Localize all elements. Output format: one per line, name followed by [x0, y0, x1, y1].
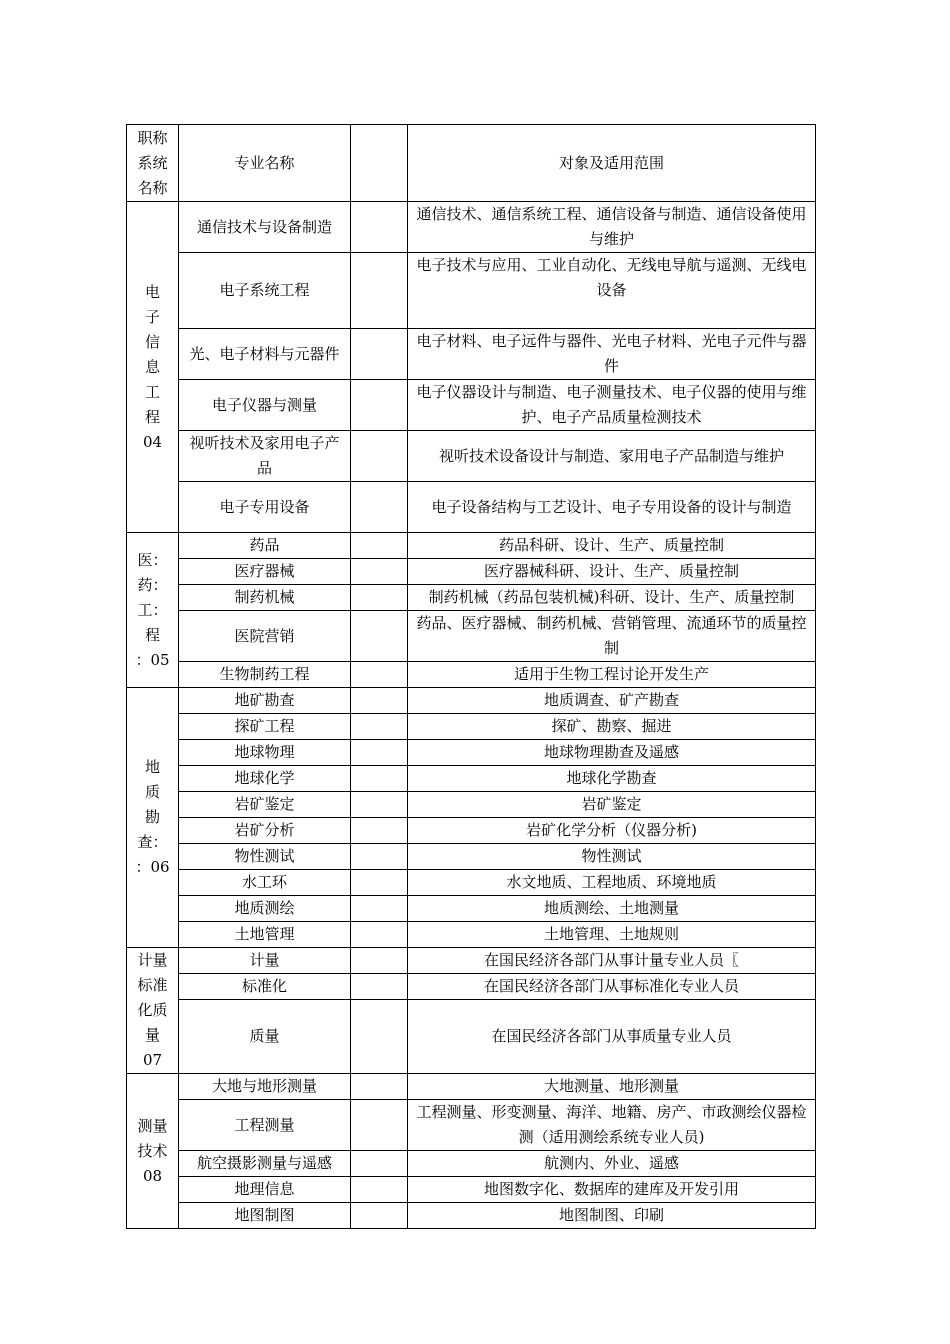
- scope-cell: 大地测量、地形测量: [408, 1074, 816, 1100]
- major-cell: 工程测量: [179, 1100, 351, 1151]
- table-row: [127, 1151, 816, 1177]
- major-cell: 标准化: [179, 974, 351, 1000]
- table-row: [127, 844, 816, 870]
- table-row: [127, 1100, 816, 1151]
- table-row: [127, 818, 816, 844]
- category-geological-exploration: 地 质 勘 查： ：06: [127, 688, 179, 948]
- blank-cell: [351, 896, 408, 922]
- table-row: [127, 922, 816, 948]
- scope-cell: 电子材料、电子远件与器件、光电子材料、光电子元件与器件: [408, 329, 816, 380]
- major-cell: 地矿勘查: [179, 688, 351, 714]
- blank-cell: [351, 253, 408, 329]
- scope-cell: 视听技术设备设计与制造、家用电子产品制造与维护: [408, 431, 816, 482]
- blank-cell: [351, 482, 408, 533]
- blank-cell: [351, 1074, 408, 1100]
- table-row: [127, 202, 816, 253]
- category-surveying-technology: 测量 技术 08: [127, 1074, 179, 1229]
- major-cell: 制药机械: [179, 585, 351, 611]
- table-row: [127, 482, 816, 533]
- header-system-name: 职称 系统 名称: [127, 125, 179, 202]
- major-cell: 物性测试: [179, 844, 351, 870]
- table-row: [127, 585, 816, 611]
- major-cell: 电子系统工程: [179, 253, 351, 329]
- scope-cell: 地球化学勘查: [408, 766, 816, 792]
- blank-cell: [351, 688, 408, 714]
- scope-cell: 探矿、勘察、掘进: [408, 714, 816, 740]
- blank-cell: [351, 559, 408, 585]
- table-row: [127, 1074, 816, 1100]
- profession-table: [126, 124, 816, 1229]
- blank-cell: [351, 714, 408, 740]
- table-row: [127, 611, 816, 662]
- blank-cell: [351, 611, 408, 662]
- scope-cell: 医疗器械科研、设计、生产、质量控制: [408, 559, 816, 585]
- table-row: [127, 533, 816, 559]
- category-medical-pharma-engineering: 医： 药： 工： 程 ：05: [127, 533, 179, 688]
- blank-cell: [351, 1000, 408, 1074]
- scope-cell: 通信技术、通信系统工程、通信设备与制造、通信设备使用与维护: [408, 202, 816, 253]
- blank-cell: [351, 533, 408, 559]
- major-cell: 生物制药工程: [179, 662, 351, 688]
- blank-cell: [351, 922, 408, 948]
- table-row: [127, 870, 816, 896]
- major-cell: 岩矿鉴定: [179, 792, 351, 818]
- table-row: [127, 688, 816, 714]
- scope-cell: 岩矿化学分析（仪器分析): [408, 818, 816, 844]
- major-cell: 医院营销: [179, 611, 351, 662]
- scope-cell: 土地管理、土地规则: [408, 922, 816, 948]
- scope-cell: 电子仪器设计与制造、电子测量技术、电子仪器的使用与维护、电子产品质量检测技术: [408, 380, 816, 431]
- major-cell: 电子仪器与测量: [179, 380, 351, 431]
- scope-cell: 岩矿鉴定: [408, 792, 816, 818]
- major-cell: 地球物理: [179, 740, 351, 766]
- table-row: [127, 253, 816, 329]
- blank-cell: [351, 792, 408, 818]
- table-row: [127, 380, 816, 431]
- blank-cell: [351, 380, 408, 431]
- scope-cell: 地质测绘、土地测量: [408, 896, 816, 922]
- scope-cell: 地质调查、矿产勘查: [408, 688, 816, 714]
- category-metrology-standardization-quality: 计量 标准 化质 量 07: [127, 948, 179, 1074]
- scope-cell: 电子设备结构与工艺设计、电子专用设备的设计与制造: [408, 482, 816, 533]
- scope-cell: 制药机械（药品包装机械)科研、设计、生产、质量控制: [408, 585, 816, 611]
- category-electronic-info-engineering: 电 子 信 息 工 程 04: [127, 202, 179, 533]
- major-cell: 质量: [179, 1000, 351, 1074]
- scope-cell: 水文地质、工程地质、环境地质: [408, 870, 816, 896]
- table-row: [127, 1203, 816, 1229]
- scope-cell: 在国民经济各部门从事计量专业人员〖: [408, 948, 816, 974]
- blank-cell: [351, 1203, 408, 1229]
- scope-cell: 适用于生物工程讨论开发生产: [408, 662, 816, 688]
- major-cell: 土地管理: [179, 922, 351, 948]
- table-row: [127, 792, 816, 818]
- scope-cell: 在国民经济各部门从事标准化专业人员: [408, 974, 816, 1000]
- major-cell: 计量: [179, 948, 351, 974]
- table-row: [127, 948, 816, 974]
- blank-cell: [351, 1100, 408, 1151]
- blank-cell: [351, 431, 408, 482]
- blank-cell: [351, 1177, 408, 1203]
- table-row: [127, 766, 816, 792]
- header-major-name: 专业名称: [179, 125, 351, 202]
- table-row: [127, 559, 816, 585]
- blank-cell: [351, 844, 408, 870]
- major-cell: 地球化学: [179, 766, 351, 792]
- major-cell: 航空摄影测量与遥感: [179, 1151, 351, 1177]
- major-cell: 地理信息: [179, 1177, 351, 1203]
- scope-cell: 在国民经济各部门从事质量专业人员: [408, 1000, 816, 1074]
- blank-cell: [351, 870, 408, 896]
- table-row: [127, 431, 816, 482]
- table-row: [127, 1000, 816, 1074]
- blank-cell: [351, 202, 408, 253]
- blank-cell: [351, 1151, 408, 1177]
- scope-cell: 工程测量、形变测量、海洋、地籍、房产、市政测绘仪器检测（适用测绘系统专业人员): [408, 1100, 816, 1151]
- scope-cell: 药品、医疗器械、制药机械、营销管理、流通环节的质量控制: [408, 611, 816, 662]
- scope-cell: 物性测试: [408, 844, 816, 870]
- table-row: [127, 974, 816, 1000]
- major-cell: 光、电子材料与元器件: [179, 329, 351, 380]
- header-row: [127, 125, 816, 202]
- major-cell: 大地与地形测量: [179, 1074, 351, 1100]
- scope-cell: 药品科研、设计、生产、质量控制: [408, 533, 816, 559]
- scope-cell: 航测内、外业、遥感: [408, 1151, 816, 1177]
- blank-cell: [351, 662, 408, 688]
- major-cell: 视听技术及家用电子产品: [179, 431, 351, 482]
- major-cell: 地图制图: [179, 1203, 351, 1229]
- table-row: [127, 896, 816, 922]
- blank-cell: [351, 974, 408, 1000]
- major-cell: 地质测绘: [179, 896, 351, 922]
- table-row: [127, 740, 816, 766]
- scope-cell: 地球物理勘查及遥感: [408, 740, 816, 766]
- blank-cell: [351, 740, 408, 766]
- blank-cell: [351, 585, 408, 611]
- major-cell: 通信技术与设备制造: [179, 202, 351, 253]
- blank-cell: [351, 329, 408, 380]
- header-scope: 对象及适用范围: [408, 125, 816, 202]
- table-row: [127, 329, 816, 380]
- major-cell: 药品: [179, 533, 351, 559]
- major-cell: 电子专用设备: [179, 482, 351, 533]
- table-row: [127, 714, 816, 740]
- major-cell: 医疗器械: [179, 559, 351, 585]
- header-blank: [351, 125, 408, 202]
- blank-cell: [351, 818, 408, 844]
- table-row: [127, 662, 816, 688]
- blank-cell: [351, 948, 408, 974]
- major-cell: 探矿工程: [179, 714, 351, 740]
- blank-cell: [351, 766, 408, 792]
- scope-cell: 地图数字化、数据库的建库及开发引用: [408, 1177, 816, 1203]
- major-cell: 岩矿分析: [179, 818, 351, 844]
- scope-cell: 地图制图、印刷: [408, 1203, 816, 1229]
- major-cell: 水工环: [179, 870, 351, 896]
- scope-cell: 电子技术与应用、工业自动化、无线电导航与遥测、无线电设备: [408, 253, 816, 329]
- table-row: [127, 1177, 816, 1203]
